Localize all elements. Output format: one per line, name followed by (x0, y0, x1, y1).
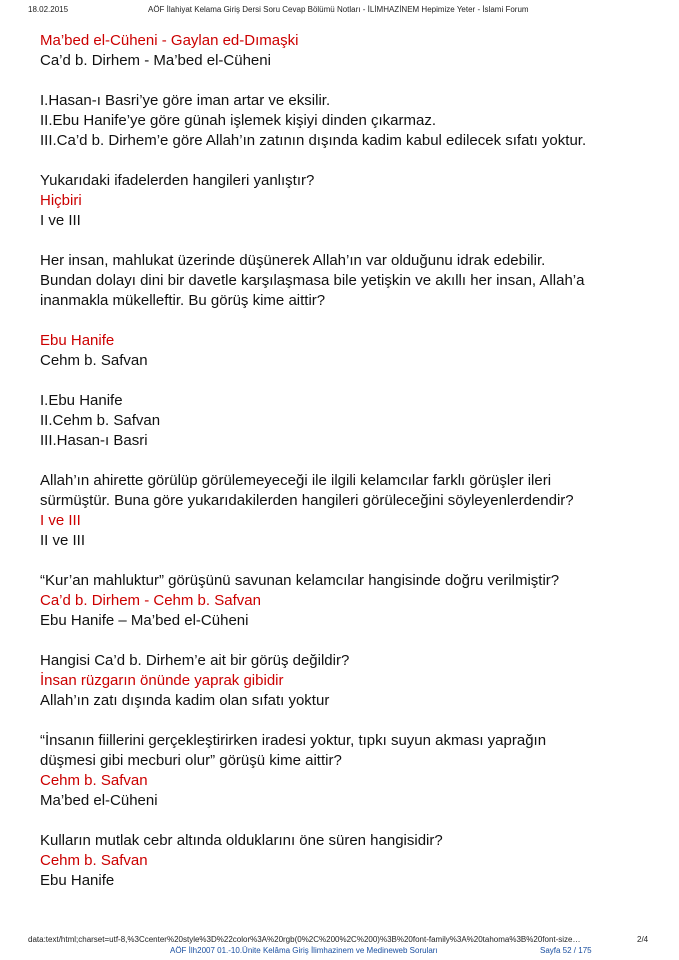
blank-line (40, 71, 660, 91)
blank-line (40, 311, 660, 331)
blank-line (40, 631, 660, 651)
text-line: Yukarıdaki ifadelerden hangileri yanlıştır? (40, 172, 315, 189)
text-line: Ebu Hanife – Ma’bed el-Cüheni (40, 612, 249, 629)
text-line: II.Cehm b. Safvan (40, 412, 161, 429)
text-line: I.Ebu Hanife (40, 392, 123, 409)
footer-url: data:text/html;charset=utf-8,%3Ccenter%20style%3D%22color%3A%20rgb(0%2C%200%2C%200)%3B%20font-family%3A%20tahoma%3B%20font-size… (28, 935, 581, 944)
text-line: Ca’d b. Dirhem - Ma’bed el-Cüheni (40, 52, 271, 69)
text-line: Allah’ın ahirette görülüp görülemeyeceği ile ilgili kelamcılar farklı görüşler ileri (40, 472, 552, 489)
text-line: “Kur’an mahluktur” görüşünü savunan kelamcılar hangisinde doğru verilmiştir? (40, 572, 560, 589)
footer-sayfa: Sayfa 52 / 175 (540, 946, 592, 955)
text-line: III.Hasan-ı Basri (40, 432, 148, 449)
blank-line (40, 231, 660, 251)
text-line: Ebu Hanife (40, 872, 115, 889)
answer-line: Ca’d b. Dirhem - Cehm b. Safvan (40, 592, 261, 609)
footer-document-title: AÖF İlh2007 01.-10.Ünite Kelâma Giriş İlimhazinem ve Medineweb Soruları (170, 946, 438, 955)
answer-line: Ebu Hanife (40, 332, 115, 349)
text-line: düşmesi gibi mecburi olur” görüşü kime aittir? (40, 752, 342, 769)
text-line: Hangisi Ca’d b. Dirhem’e ait bir görüş değildir? (40, 652, 350, 669)
blank-line (40, 371, 660, 391)
text-line: III.Ca’d b. Dirhem’e göre Allah’ın zatının dışında kadim kabul edilecek sıfatı yoktur. (40, 132, 587, 149)
text-line: Bundan dolayı dini bir davetle karşılaşmasa bile yetişkin ve akıllı her insan, Allah’a (40, 272, 585, 289)
document-body (40, 31, 660, 891)
text-line: I ve III (40, 212, 81, 229)
blank-line (40, 711, 660, 731)
text-line: “İnsanın fiillerini gerçekleştirirken iradesi yoktur, tıpkı suyun akması yaprağın (40, 732, 547, 749)
text-line: II.Ebu Hanife’ye göre günah işlemek kişiyi dinden çıkarmaz. (40, 112, 437, 129)
text-line: inanmakla mükelleftir. Bu görüş kime aittir? (40, 292, 326, 309)
blank-line (40, 811, 660, 831)
text-line: I.Hasan-ı Basri’ye göre iman artar ve eksilir. (40, 92, 331, 109)
answer-line: Hiçbiri (40, 192, 82, 209)
blank-line (40, 551, 660, 571)
text-line: Cehm b. Safvan (40, 352, 148, 369)
answer-line: Cehm b. Safvan (40, 772, 148, 789)
text-line: II ve III (40, 532, 86, 549)
answer-line: Cehm b. Safvan (40, 852, 148, 869)
blank-line (40, 151, 660, 171)
text-line: Her insan, mahlukat üzerinde düşünerek Allah’ın var olduğunu idrak edebilir. (40, 252, 546, 269)
text-line: Ma’bed el-Cüheni (40, 792, 158, 809)
page-title: AÖF İlahiyat Kelama Giriş Dersi Soru Cevap Bölümü Notları - İLİMHAZİNEM Hepimize Yeter - İslami Forum (148, 5, 529, 14)
answer-line: Ma’bed el-Cüheni - Gaylan ed-Dımaşki (40, 32, 299, 49)
text-line: Kulların mutlak cebr altında olduklarını öne süren hangisidir? (40, 832, 443, 849)
text-line: Allah’ın zatı dışında kadim olan sıfatı yoktur (40, 692, 330, 709)
answer-line: İnsan rüzgarın önünde yaprak gibidir (40, 672, 284, 689)
text-line: sürmüştür. Buna göre yukarıdakilerden hangileri görüleceğini söyleyenlerdendir? (40, 492, 574, 509)
blank-line (40, 451, 660, 471)
answer-line: I ve III (40, 512, 81, 529)
footer-page-number: 2/4 (637, 935, 649, 944)
print-date: 18.02.2015 (28, 5, 69, 14)
